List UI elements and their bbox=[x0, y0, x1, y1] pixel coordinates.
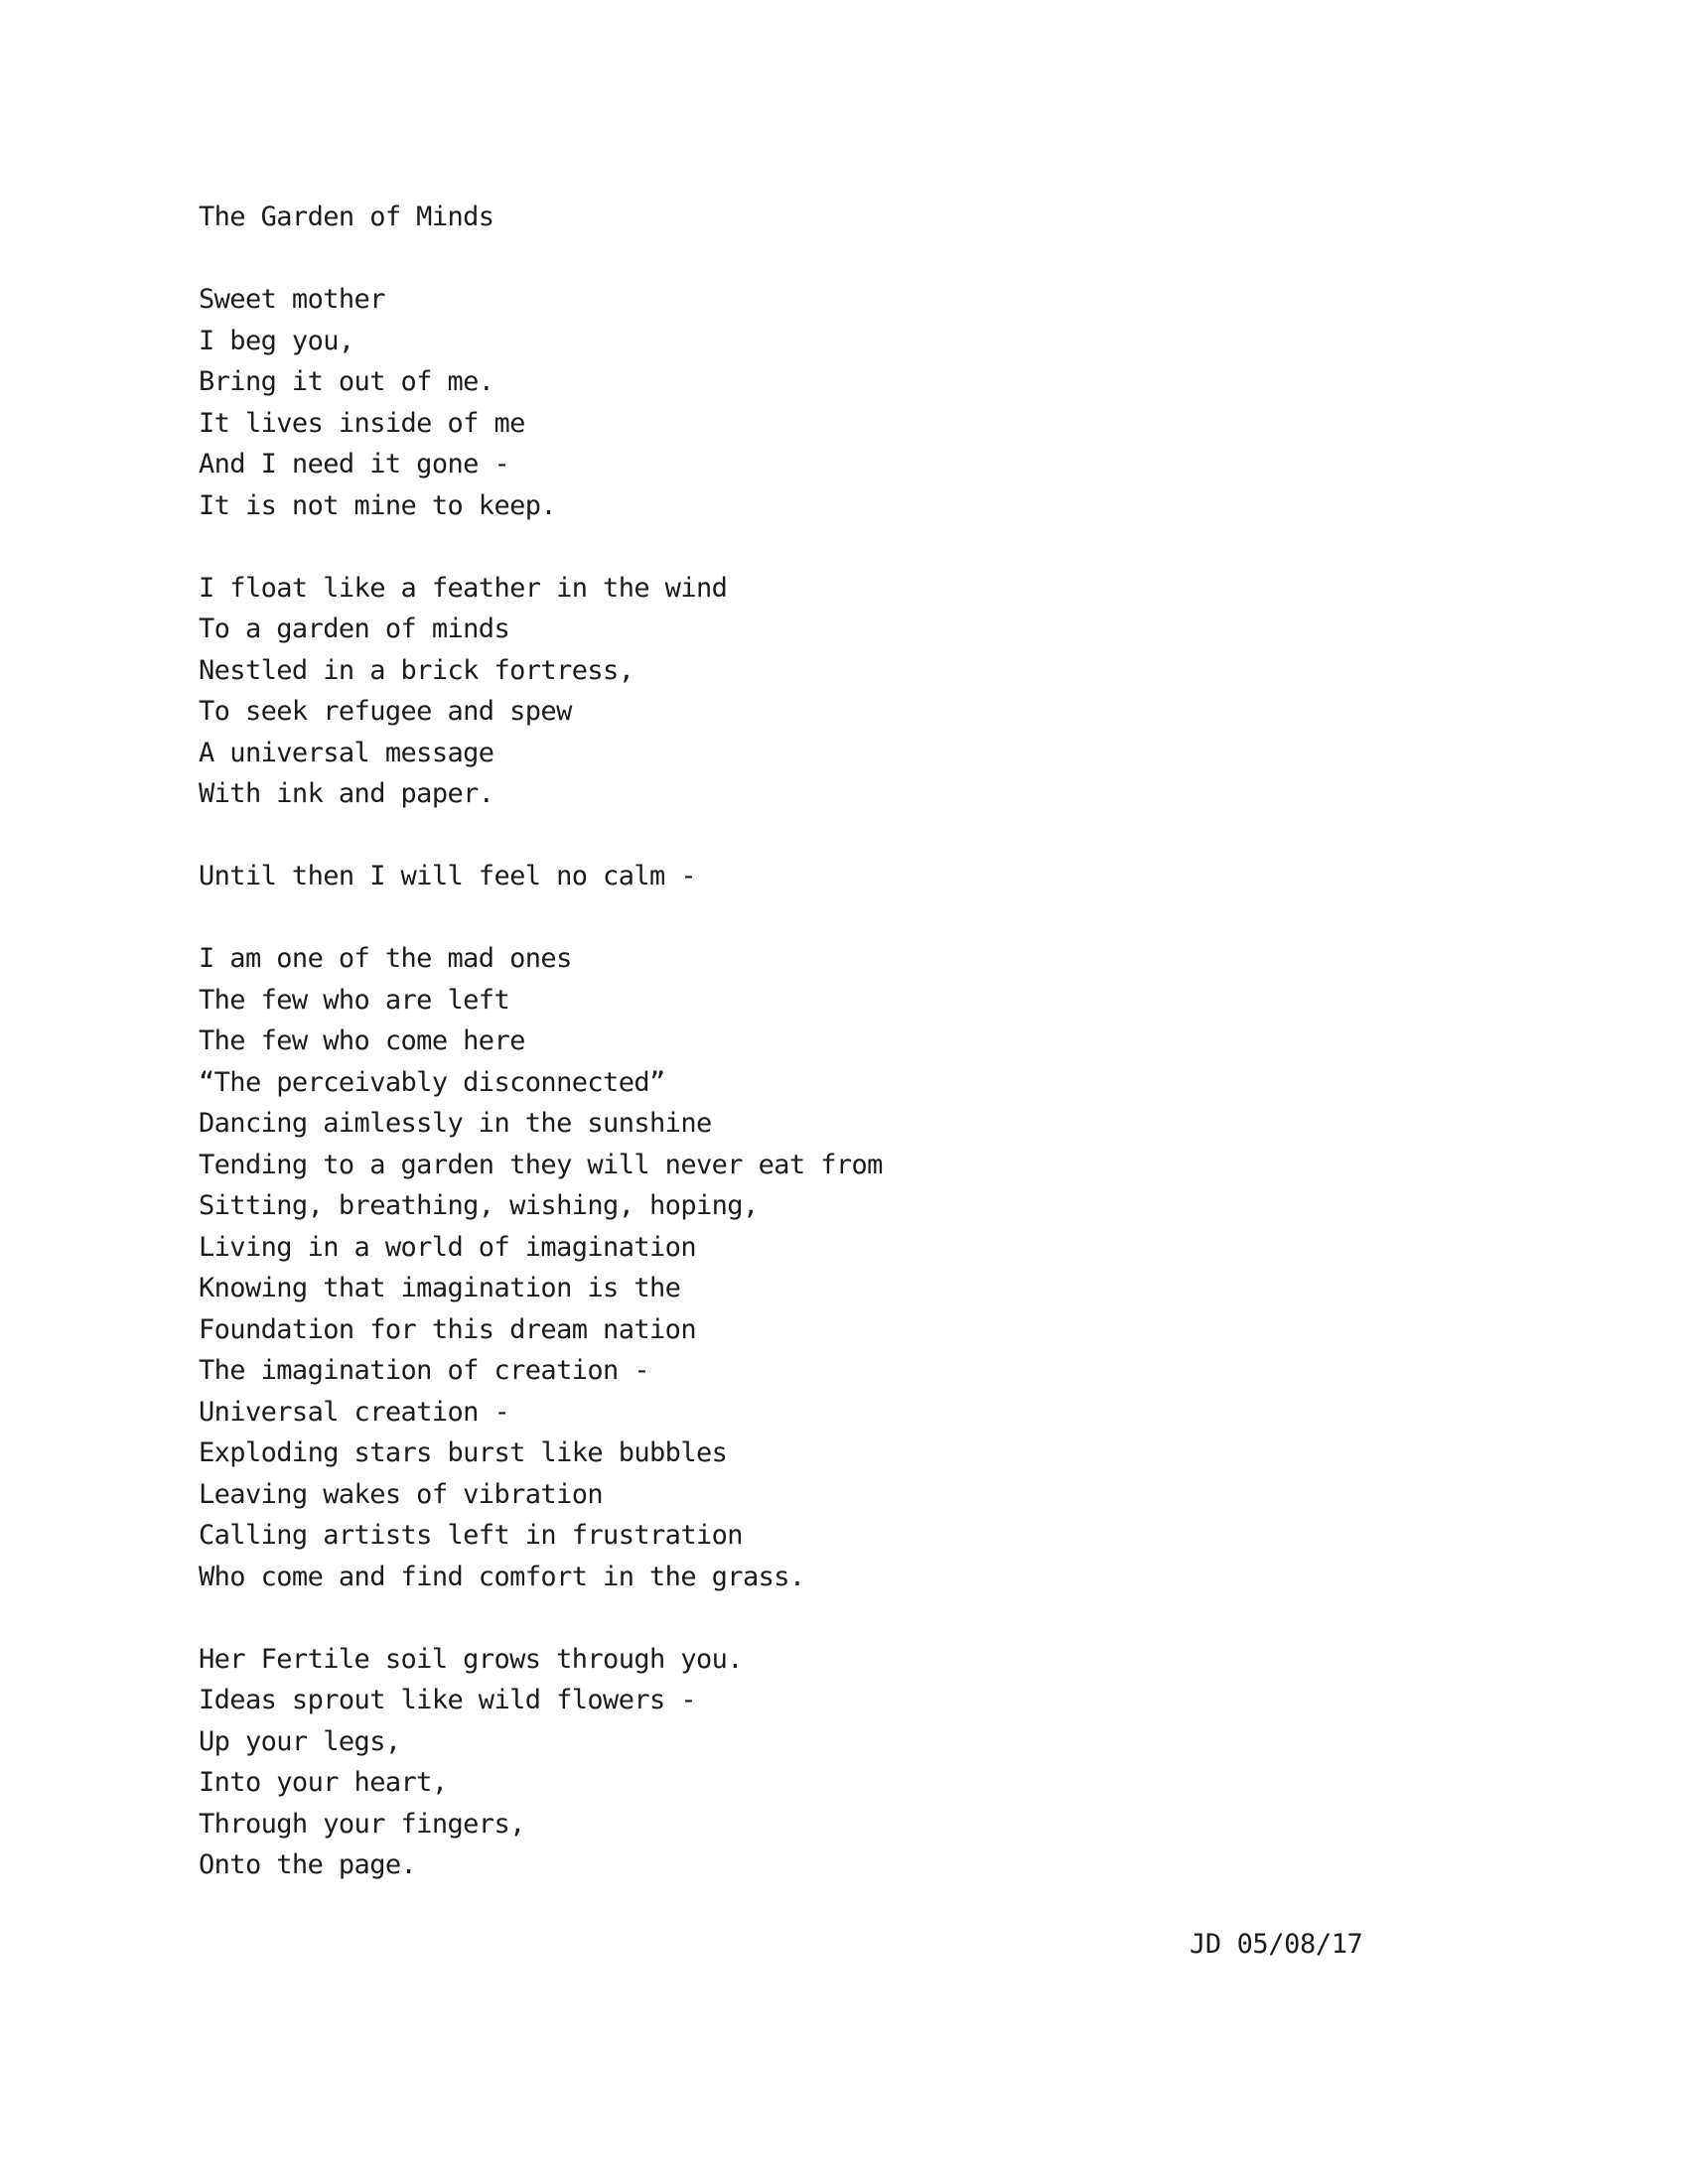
poem-line: Into your heart, bbox=[199, 1767, 448, 1798]
poem-line: And I need it gone - bbox=[199, 449, 510, 479]
poem-line: Bring it out of me. bbox=[199, 366, 494, 397]
poem-line: It lives inside of me bbox=[199, 407, 525, 439]
poem-line: Onto the page. bbox=[199, 1849, 417, 1880]
stanza-2 bbox=[199, 568, 1440, 815]
poem-line: A universal message bbox=[199, 737, 494, 768]
poem-line: It is not mine to keep. bbox=[199, 489, 557, 521]
poem-line: The few who come here bbox=[199, 1025, 525, 1056]
poem-line: Through your fingers, bbox=[199, 1808, 525, 1840]
poem-line: Sitting, breathing, wishing, hoping, bbox=[199, 1190, 759, 1221]
poem bbox=[199, 197, 1440, 1927]
poem-line: Ideas sprout like wild flowers - bbox=[199, 1685, 696, 1715]
author-signature-date: JD 05/08/17 bbox=[1190, 1929, 1363, 1960]
poem-line: Dancing aimlessly in the sunshine bbox=[199, 1108, 712, 1139]
poem-line: I am one of the mad ones bbox=[199, 943, 572, 974]
poem-line: Sweet mother bbox=[199, 284, 385, 315]
poem-line: Living in a world of imagination bbox=[199, 1231, 696, 1263]
poem-line: I beg you, bbox=[199, 325, 354, 356]
stanza-4 bbox=[199, 938, 1440, 1597]
poem-title: The Garden of Minds bbox=[199, 202, 494, 232]
title-spacer bbox=[199, 238, 1440, 280]
poem-line: The few who are left bbox=[199, 984, 510, 1016]
poem-line: Exploding stars burst like bubbles bbox=[199, 1437, 728, 1468]
poem-line: Until then I will feel no calm - bbox=[199, 861, 696, 891]
stanza-1 bbox=[199, 279, 1440, 526]
poem-line: Nestled in a brick fortress, bbox=[199, 654, 634, 686]
poem-line: To seek refugee and spew bbox=[199, 696, 572, 727]
poem-line: To a garden of minds bbox=[199, 614, 510, 644]
poem-line: Knowing that imagination is the bbox=[199, 1273, 681, 1303]
poem-line: Universal creation - bbox=[199, 1396, 510, 1428]
poem-line: I float like a feather in the wind bbox=[199, 572, 728, 604]
poem-line: Leaving wakes of vibration bbox=[199, 1478, 604, 1510]
poem-line: The imagination of creation - bbox=[199, 1355, 650, 1386]
stanza-3 bbox=[199, 856, 1440, 897]
poem-line: Her Fertile soil grows through you. bbox=[199, 1643, 743, 1675]
stanza-5 bbox=[199, 1639, 1440, 1886]
poem-line: Up your legs, bbox=[199, 1725, 401, 1757]
poem-line: Tending to a garden they will never eat from bbox=[199, 1149, 883, 1180]
poem-line: Foundation for this dream nation bbox=[199, 1313, 696, 1345]
poem-line: Calling artists left in frustration bbox=[199, 1520, 743, 1551]
poem-line: With ink and paper. bbox=[199, 778, 494, 809]
poem-line: Who come and find comfort in the grass. bbox=[199, 1561, 805, 1592]
poem-line: “The perceivably disconnected” bbox=[199, 1066, 665, 1098]
